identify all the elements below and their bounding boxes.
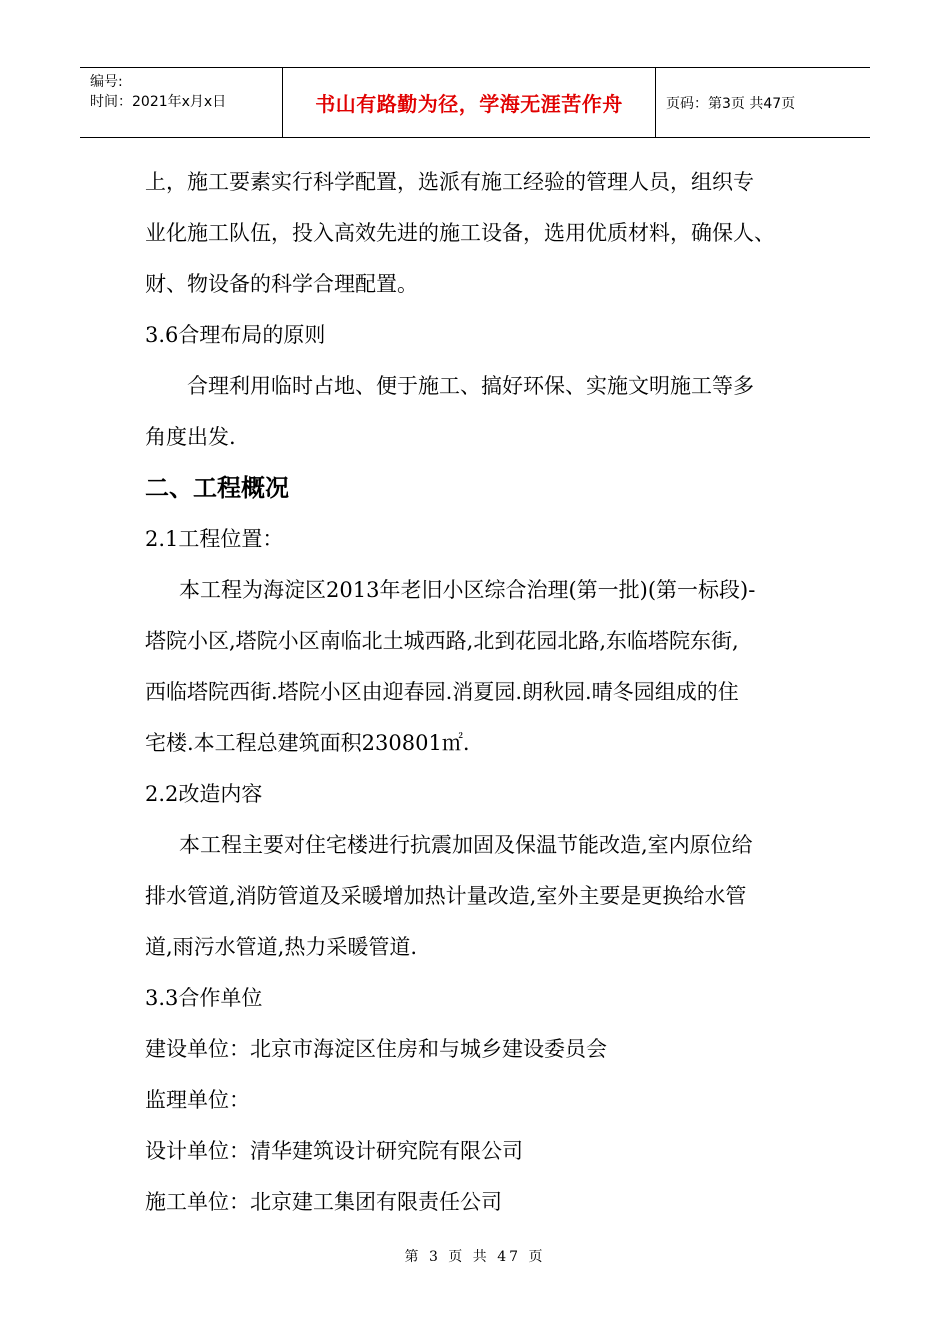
section-subheading: 3.3合作单位 [145, 986, 263, 1010]
body-line: 角度出发. [145, 425, 236, 449]
body-line: 业化施工队伍，投入高效先进的施工设备，选用优质材料，确保人、 [145, 221, 775, 245]
org-line-designer: 设计单位：清华建筑设计研究院有限公司 [145, 1139, 523, 1163]
body-line: 财、物设备的科学合理配置。 [145, 272, 418, 296]
header-time-label: 时间：2021年x月x日 [90, 94, 227, 110]
org-line-contractor: 施工单位：北京建工集团有限责任公司 [145, 1190, 502, 1214]
org-line-builder: 建设单位：北京市海淀区住房和与城乡建设委员会 [145, 1037, 607, 1061]
body-line: 本工程为海淀区2013年老旧小区综合治理(第一批)(第一标段)- [179, 578, 756, 602]
body-line: 塔院小区,塔院小区南临北土城西路,北到花园北路,东临塔院东街, [145, 629, 739, 653]
header-motto: 书山有路勤为径，学海无涯苦作舟 [283, 68, 656, 137]
body-line: 西临塔院西街.塔院小区由迎春园.消夏园.朗秋园.晴冬园组成的住 [145, 680, 739, 704]
body-line: 排水管道,消防管道及采暖增加热计量改造,室外主要是更换给水管 [145, 884, 747, 908]
section-subheading: 3.6合理布局的原则 [145, 323, 326, 347]
header-page-info: 页码：第3页 共47页 [666, 95, 796, 112]
body-line: 道,雨污水管道,热力采暖管道. [145, 935, 418, 959]
body-line: 合理利用临时占地、便于施工、搞好环保、实施文明施工等多 [187, 374, 754, 398]
body-line: 上，施工要素实行科学配置，选派有施工经验的管理人员，组织专 [145, 170, 754, 194]
section-subheading: 2.1工程位置： [145, 527, 284, 551]
page-footer: 第 3 页 共 47 页 [404, 1249, 546, 1265]
section-heading: 二、工程概况 [145, 474, 289, 502]
document-body [145, 157, 825, 1228]
header-number-label: 编号: [90, 74, 123, 90]
page-header [80, 67, 870, 138]
org-line-supervisor: 监理单位： [145, 1088, 250, 1112]
section-subheading: 2.2改造内容 [145, 782, 263, 806]
body-line: 宅楼.本工程总建筑面积230801㎡. [145, 731, 470, 755]
body-line: 本工程主要对住宅楼进行抗震加固及保温节能改造,室内原位给 [179, 833, 753, 857]
header-meta [80, 68, 283, 137]
